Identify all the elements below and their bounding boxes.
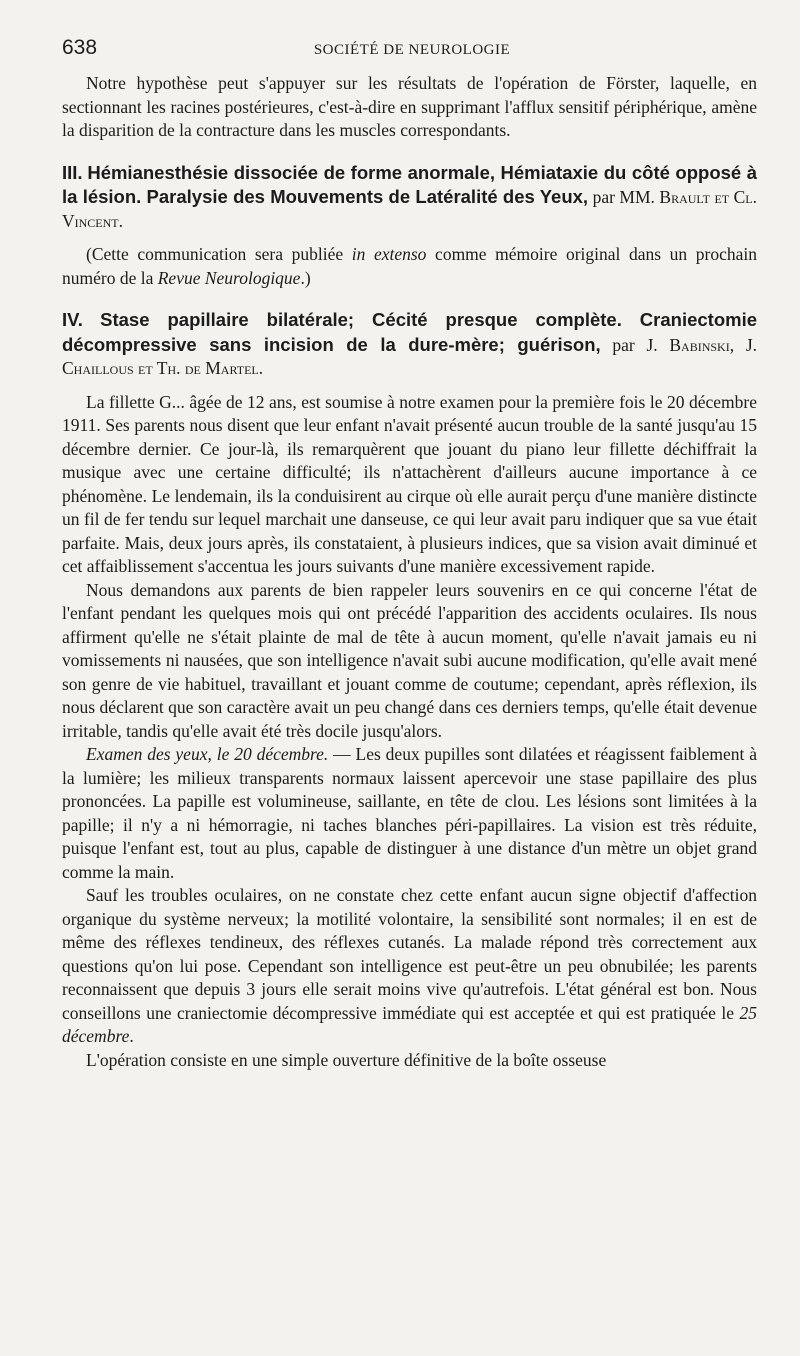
p4-date: 25 décembre [62,1002,757,1046]
note-text-3: .) [300,267,311,288]
section-iv [62,308,757,1072]
page-header [62,36,762,66]
p4-text: Sauf les troubles oculaires, on ne constate chez cette enfant aucun signe objectif d'affection organique du système nerveux; la motilité volontaire, la sensibilité sont normales; il en est de même des réflexes tendineux, des réflexes cutanés. La malade répond très correctement aux questions qu'on lui pose. Cependant son intelligence est peut-être un peu obnubilée; les parents reconnaissent que depuis 3 jours elle serait moins vive qu'autrefois. L'état général est bon. Nous conseillons une craniectomie décompressive immédiate qui est acceptée et qui est pratiquée le [62,885,757,1023]
section-iv-par: par [612,334,635,355]
section-iii-title: Hémianesthésie dissociée de forme anormale, Hémiataxie du côté opposé à la lésion. Paralysie des Mouvements de Latéralité des Yeux, [62,161,758,207]
section-iii-authors: Brault et Cl. Vincent. [62,187,758,231]
section-iv-paragraph-5: L'opération consiste en une simple ouverture définitive de la boîte osseuse [86,1049,607,1070]
exam-heading: Examen des yeux, le 20 décembre. [86,744,329,764]
intro-paragraph: Notre hypothèse peut s'appuyer sur les résultats de l'opération de Förster, laquelle, en sectionnant les racines postérieures, c'est-à-dire en supprimant l'afflux sensitif périphérique, amène la disparition de la contracture dans les muscles correspondants. [62,73,757,140]
section-iv-authors: J. Babinski, J. Chaillous et Th. de Martel. [62,334,758,378]
note-italic-1: in extenso [351,244,427,264]
exam-text: — Les deux pupilles sont dilatées et réagissent faiblement à la lumière; les milieux transparents normaux laissent apercevoir une stase papillaire des plus prononcées. La papille est volumineuse, saillante, en tête de clou. Les lésions sont limitées à la papille; il n'y a ni hémorragie, ni taches blanches péri-papillaires. La vision est très réduite, puisque l'enfant est, tout au plus, capable de distinguer à une distance d'un mètre un objet grand comme la main. [62,744,757,882]
section-iv-heading [62,308,757,381]
note-italic-2: Revue Neurologique [157,267,301,288]
section-iii-numeral: III. [62,161,83,183]
section-iv-paragraph-3 [62,743,757,884]
section-iv-paragraph-1: La fillette G... âgée de 12 ans, est soumise à notre examen pour la première fois le 20 décembre 1911. Ses parents nous disent que leur enfant n'avait présenté aucun trouble de la santé jusqu'au 15 décembre dernier. Ce jour-là, ils remarquèrent que jouant du piano leur fillette déchiffrait la musique avec une certaine difficulté; ils n'attachèrent d'ailleurs aucune importance à ce phénomène. Le lendemain, ils la conduisirent au cirque où elle aurait perçu d'une manière distincte un fil de fer tendu sur lequel marchait une danseuse, ce qui leur avait paru indiquer que sa vue était parfaite. Mais, deux jours après, ils constataient, à plusieurs indices, que sa vision avait diminué et cet affaiblissement s'accentua les jours suivants d'une manière excessivement rapide. [62,391,757,576]
page-number: 638 [62,36,98,59]
section-iv-numeral: IV. [62,309,83,330]
section-iii-note [62,243,757,290]
note-text-1: (Cette communication sera publiée [86,244,344,264]
page-body [62,72,757,1072]
note-text-2: comme mémoire original dans un prochain numéro de la [62,244,758,288]
section-iii [62,161,757,291]
section-iii-heading [62,161,757,234]
section-iv-paragraph-4 [62,884,757,1049]
section-iii-par: par MM. [592,187,655,207]
p4-end: . [129,1026,134,1046]
running-head: SOCIÉTÉ DE NEUROLOGIE [313,42,511,58]
section-iv-title: Stase papillaire bilatérale; Cécité presque complète. Craniectomie décompressive sans incision de la dure-mère; guérison, [62,309,758,355]
section-iv-paragraph-2: Nous demandons aux parents de bien rappeler leurs souvenirs en ce qui concerne l'état de l'enfant pendant les quelques mois qui ont précédé l'apparition des accidents oculaires. Ils nous affirment qu'elle ne s'était plainte de mal de tête à aucun moment, qu'elle n'avait jamais eu ni vomissements ni nausées, que son intelligence n'avait subi aucune modification, qu'elle avait mené son genre de vie habituel, travaillant et jouant comme de coutume; cependant, après réflexion, ils nous déclarent que son caractère avait un peu changé dans ces derniers temps, qu'elle était devenue irritable, tandis qu'elle avait été très docile jusqu'alors. [62,579,757,741]
